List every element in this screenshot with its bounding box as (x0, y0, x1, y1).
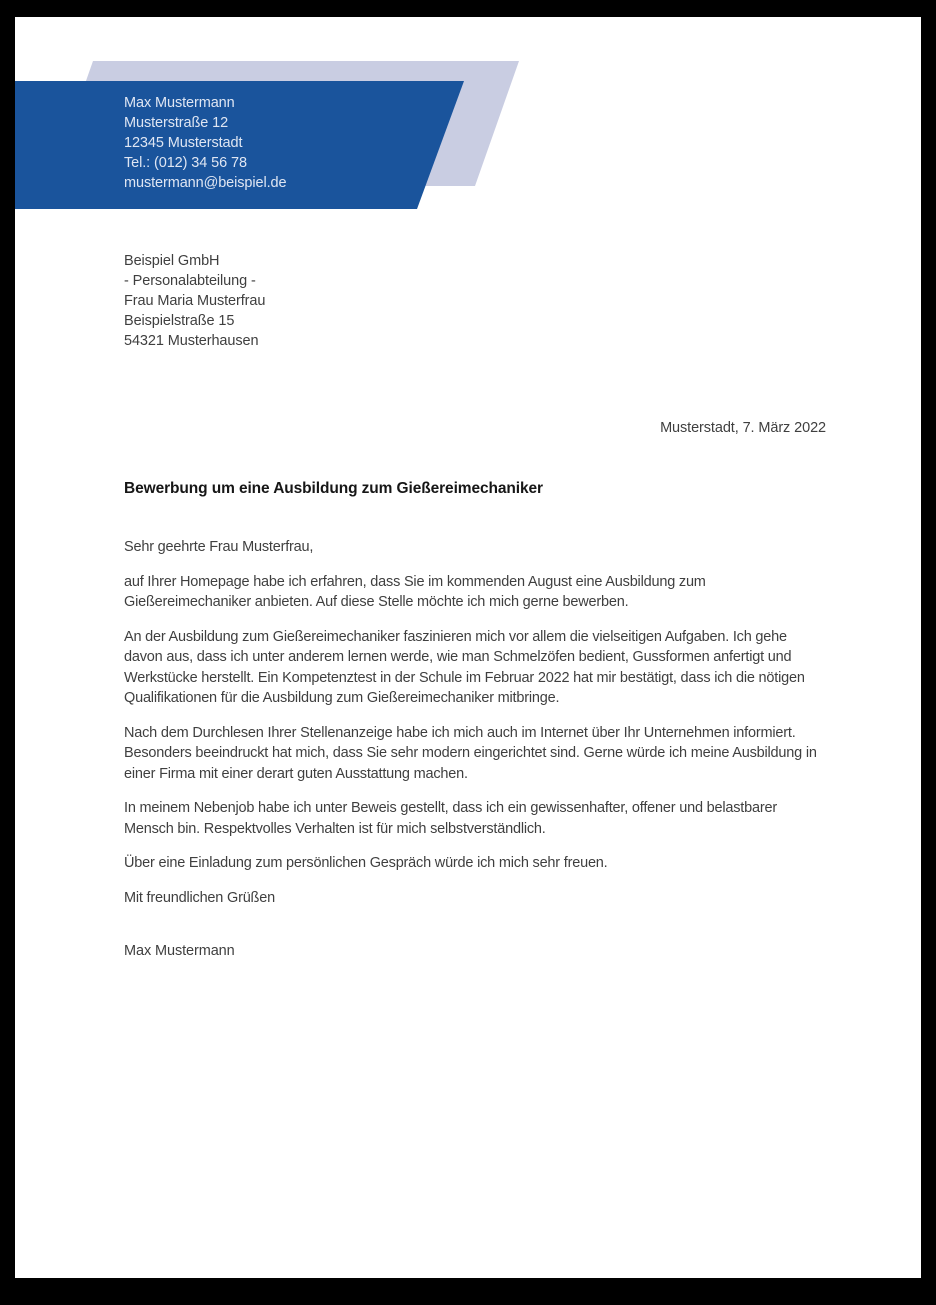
recipient-contact: Frau Maria Musterfrau (124, 293, 266, 309)
recipient-address-block (124, 251, 265, 351)
sender-city: 12345 Musterstadt (124, 135, 243, 151)
sender-email: mustermann@beispiel.de (124, 175, 287, 191)
letter-body (124, 537, 829, 922)
sender-address-block (124, 93, 286, 193)
sender-street: Musterstraße 12 (124, 115, 229, 131)
recipient-city: 54321 Musterhausen (124, 333, 259, 349)
sender-phone: Tel.: (012) 34 56 78 (124, 155, 247, 171)
body-paragraph: In meinem Nebenjob habe ich unter Beweis gestellt, dass ich ein gewissenhafter, offener und belastbarer Mensch bin. Respektvolles Verhalten ist für mich selbstverständlich. (124, 800, 777, 837)
subject-line: Bewerbung um eine Ausbildung zum Gießereimechaniker (124, 480, 543, 497)
closing-line: Mit freundlichen Grüßen (124, 889, 275, 906)
body-paragraph: Über eine Einladung zum persönlichen Gespräch würde ich mich sehr freuen. (124, 855, 608, 871)
sender-name: Max Mustermann (124, 95, 235, 111)
recipient-company: Beispiel GmbH (124, 253, 220, 269)
recipient-department: - Personalabteilung - (124, 273, 256, 289)
body-paragraph: An der Ausbildung zum Gießereimechaniker faszinieren mich vor allem die vielseitigen Aufgaben. Ich gehe davon aus, dass ich unter anderem lernen werde, wie man Schmelzöfen bedient, Gussformen anfertigt und Werkstücke herstellt. Ein Kompetenztest in der Schule im Februar 2022 hat mir bestätigt, dass ich die nötigen Qualifikationen für die Ausbildung zum Gießereimechaniker mitbringe. (124, 628, 805, 706)
body-paragraph: Nach dem Durchlesen Ihrer Stellenanzeige habe ich mich auch im Internet über Ihr Unternehmen informiert. Besonders beeindruckt hat mich, dass Sie sehr modern eingerichtet sind. Gerne würde ich meine Ausbildung in einer Firma mit einer derart guten Ausstattung machen. (124, 724, 817, 782)
letter-page (15, 17, 921, 1278)
date-line: Musterstadt, 7. März 2022 (660, 420, 826, 436)
body-paragraph: auf Ihrer Homepage habe ich erfahren, dass Sie im kommenden August eine Ausbildung zum Gießereimechaniker anbieten. Auf diese Stelle möchte ich mich gerne bewerben. (124, 573, 706, 610)
salutation: Sehr geehrte Frau Musterfrau, (124, 539, 314, 555)
recipient-street: Beispielstraße 15 (124, 313, 235, 329)
signature-name: Max Mustermann (124, 943, 235, 959)
